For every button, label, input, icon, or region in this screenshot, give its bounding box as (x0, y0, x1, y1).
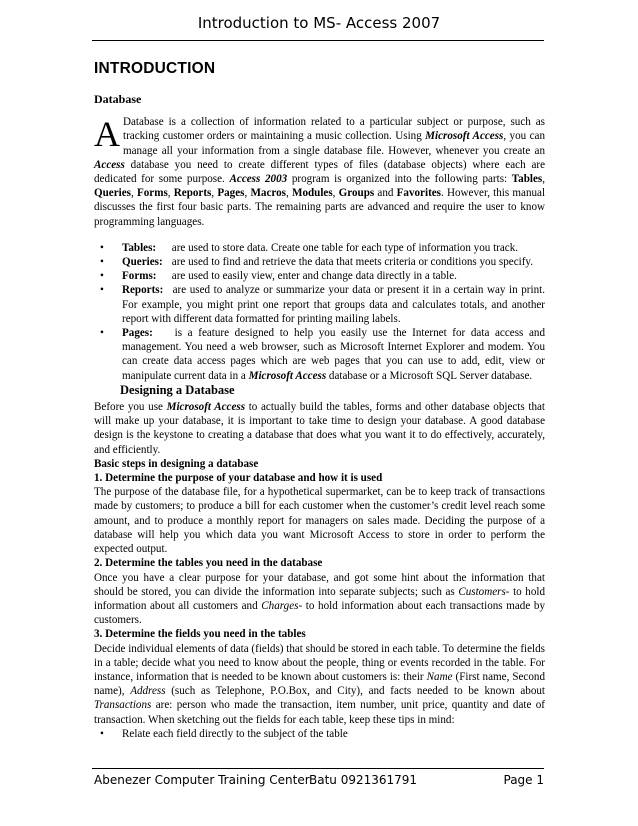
section-title-database: Database (94, 92, 142, 106)
bullet-icon: • (100, 241, 104, 254)
list-item-forms: • Forms: are used to easily view, enter and change data directly in a table. (100, 270, 457, 283)
main-heading: INTRODUCTION (94, 60, 216, 77)
step2-heading: 2. Determine the tables you need in the database (94, 557, 323, 570)
list-item-tip: • Relate each field directly to the subject of the table (100, 727, 348, 740)
steps-heading: Basic steps in designing a database (94, 457, 259, 470)
bullet-icon: • (100, 256, 104, 269)
document-body (94, 92, 545, 741)
page-number: Page 1 (503, 773, 544, 787)
step1-text: The purpose of the database file, for a hypothetical supermarket, can be to keep track of transactions made by customers; to produce a bill for each customer when the customer’s credit level reach some amount, and to produce a monthly report for managers on sales made. Deciding the purpose of a database will help you which data you want Microsoft Access to store in order to perform the expected output. (94, 486, 545, 556)
section-title-designing: Designing a Database (120, 382, 235, 397)
header-rule (92, 40, 544, 41)
step3-heading: 3. Determine the fields you need in the tables (94, 628, 306, 641)
list-item-tables: • Tables: are used to store data. Create one table for each type of information you track. (100, 241, 519, 254)
drop-cap: A (94, 114, 120, 155)
paragraph-database-definition: A Database is a collection of information related to a particular subject or purpose, such as tracking customer orders or maintaining a music collection. Using Microsoft Access, you can manage all your information from a single database file. However, whenever you create an Access database you need to create different types of files (database objects) where each are dedicated for some purpose. Access 2003 program is organized into the following parts: Tables, Queries, Forms, Reports, Pages, Macros, Modules, Groups and Favorites. However, this manual discusses the first four basic parts. The remaining parts are advanced and require the user to know programming languages. (94, 114, 546, 228)
tips-list (94, 727, 545, 741)
step1-heading: 1. Determine the purpose of your database and how it is used (94, 472, 383, 485)
list-item-queries: • Queries: are used to find and retrieve the data that meets criteria or conditions you specify. (100, 256, 534, 269)
list-item-reports: • Reports: are used to analyze or summarize your data or present it in a certain way in print. For example, you might print one report that groups data and calculates totals, and another report with different data formatted for printing mailing labels. (100, 284, 545, 325)
footer-organization: Abenezer Computer Training Center (94, 773, 310, 787)
bullet-icon: • (100, 270, 104, 283)
bullet-icon: • (100, 284, 104, 297)
footer-phone: Batu 0921361791 (309, 773, 418, 787)
database-parts-list (94, 241, 545, 383)
bullet-icon: • (100, 727, 104, 740)
step2-text: Once you have a clear purpose for your database, and got some hint about the information that should be stored, you can divide the information into separate subjects; such as Customers- to hold information about all customers and Charges- to hold information about each transactions made by customers. (94, 571, 546, 627)
list-item-pages: • Pages: is a feature designed to help you easily use the Internet for data access and management. You need a web browser, such as Microsoft Internet Explorer and modem. You can create data access pages which are web pages that you can use to add, edit, view or manipulate current data in a Microsoft Access database or a Microsoft SQL Server database. (100, 327, 545, 382)
footer-rule (92, 768, 544, 769)
paragraph-design-intro: Before you use Microsoft Access to actually build the tables, forms and other database objects that will make up your database, it is important to take time to design your database. A good database design is the keystone to creating a database that does what you want it to do effectively, accurately, and efficiently. (94, 401, 546, 456)
running-header: Introduction to MS- Access 2007 (197, 14, 441, 32)
step3-text: Decide individual elements of data (fields) that should be stored in each table. To determine the fields in a table; decide what you need to know about the people, thing or events recorded in the table. For instance, information that is needed to be known about customers is: their Name (First name, Second name), Address (such as Telephone, P.O.Box, and City), and facts needed to be known about Transactions are: person who made the transaction, item number, unit price, quantity and date of transaction. When sketching out the fields for each table, keep these tips in mind: (94, 642, 546, 726)
bullet-icon: • (100, 327, 104, 340)
